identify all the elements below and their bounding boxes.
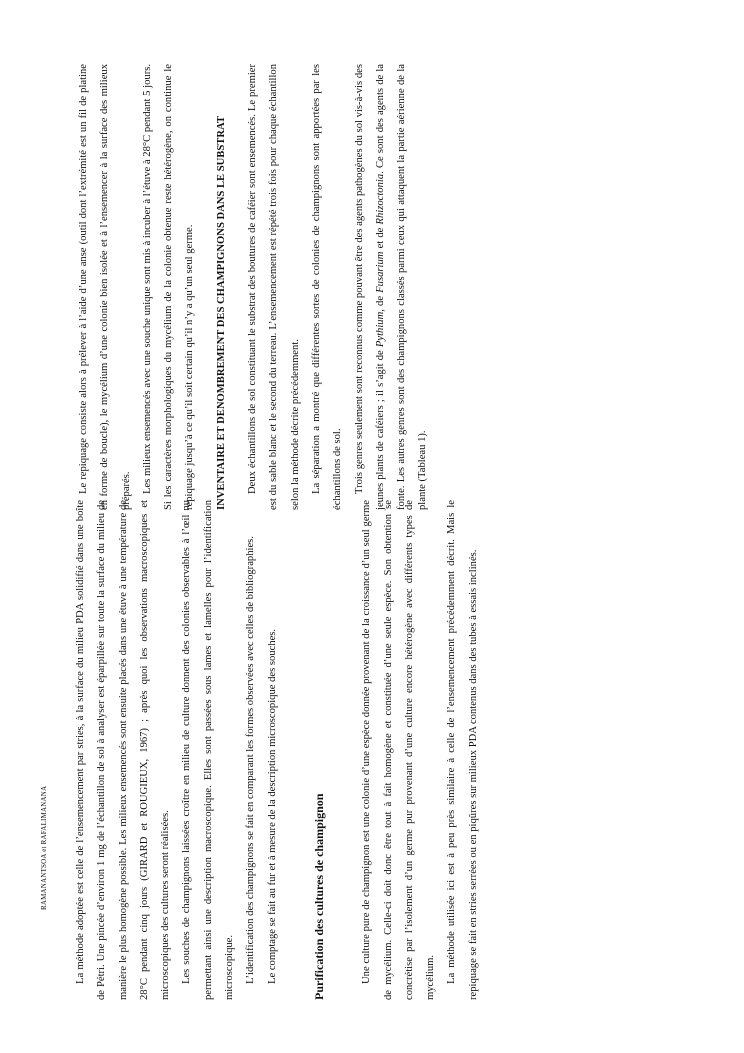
- paragraph-counting: Le comptage se fait au fur et à mesure de la description microscopique des souches.: [266, 628, 278, 984]
- running-head: RAMANANTSOA et RAFALIMANANA: [40, 785, 48, 910]
- paragraph-genera: [349, 64, 434, 510]
- genus-rhizoctonia: Rhizoctonia: [374, 173, 386, 225]
- paragraph-identification: L’identification des champignons se fait en comparant les formes observées avec celles de bibliographies.: [245, 536, 257, 984]
- genus-fusarium: Fusarium: [374, 251, 386, 293]
- heading-purification: Purification des cultures de champignon: [311, 793, 326, 1000]
- paragraph-macroscopic: Les souches de champignons laissées croître en milieu de culture donnent des colonies observables à l’œil nu permettant ainsi une description macroscopique. Elles sont passées sous lames et lamelles pour l’identification microscopique.: [181, 500, 236, 1000]
- heading-inventory: INVENTAIRE ET DENOMBREMENT DES CHAMPIGNONS DANS LE SUBSTRAT: [215, 116, 227, 510]
- paragraph-repiquage: Le repiquage consiste alors à prélever à l’aide d’une anse (outil dont l’extrémité est un fil de platine en forme de boucle), le mycélium d’une colonie bien isolée et à l’ensemencer à la surface des milieux préparés.: [78, 64, 132, 510]
- paragraph-separation: La séparation a montré que différentes sortes de colonies de champignons sont apportées par les échantillons de sol.: [310, 64, 344, 510]
- paragraph-incubation: Les milieux ensemencés avec une souche unique sont mis à incuber à l’étuve à 28°C pendant 5 jours. Si les caractères morphologiques du mycélium de la colonie obtenue reste hétérogène, on continue le repiquage jusqu’à ce qu’il soit certain qu’il n’y a qu’un seul germe.: [141, 64, 196, 510]
- genus-pythium: Pythium: [374, 311, 386, 348]
- right-column: [73, 64, 434, 510]
- genera-text-4: . Ce sont des agents de la fonte. Les autres genres sont des champignons classés parmi ceux qui attaquent la partie aérienne de la plante (Tableau 1).: [374, 63, 429, 510]
- genera-text-1: Trois genres seulement sont reconnus comme pouvant être des agents pathogènes du sol vis-à-vis des jeunes plants de caféiers ; il s’agit de: [353, 64, 386, 510]
- left-column: [70, 500, 484, 1000]
- paragraph-pure-culture: Une culture pure de champignon est une colonie d’une espèce donnée provenant de la croissance d’un seul germe de mycélium. Celle-ci doit donc être tout à fait homogène et constituée d’une seule espèce. Son obtention se concrétise par l’isolement d’un germe pur provenant d’une culture encore hétérogène avec différents types de mycélium.: [361, 500, 437, 1000]
- paragraph-soil-samples: Deux échantillons de sol constituant le substrat des boutures de caféier sont ensemencés. Le premier est du sable blanc et le second du terreau. L’ensemencement est répété trois fois pour chaque échantillon selon la méthode décrite précédemment.: [247, 64, 301, 510]
- paragraph-subculture-method: La méthode utilisée ici est à peu près similaire à celle de l’ensemencement précédemment décrit. Mais le repiquage se fait en stries serrées ou en piqûres sur milieux PDA contenus dans des tubes à essais inclinés.: [446, 500, 479, 1000]
- genera-text-2: , de: [374, 292, 386, 312]
- genera-text-3: et de: [374, 224, 386, 252]
- paragraph-method-streak: La méthode adoptée est celle de l’ensemencement par stries, à la surface du milieu PDA solidifié dans une boîte de Pétri. Une pincée d’environ 1 mg de l’échantillon de sol à analyser est éparpillée sur toute la surface du milieu de manière le plus homogène possible. Les milieux ensemencés sont ensuite placés dans une étuve à une température de 28°C pendant cinq jours (GIRARD et ROUGIEUX, 1967) ; après quoi les observations macroscopiques et microscopiques des cultures seront réalisées.: [75, 500, 172, 1000]
